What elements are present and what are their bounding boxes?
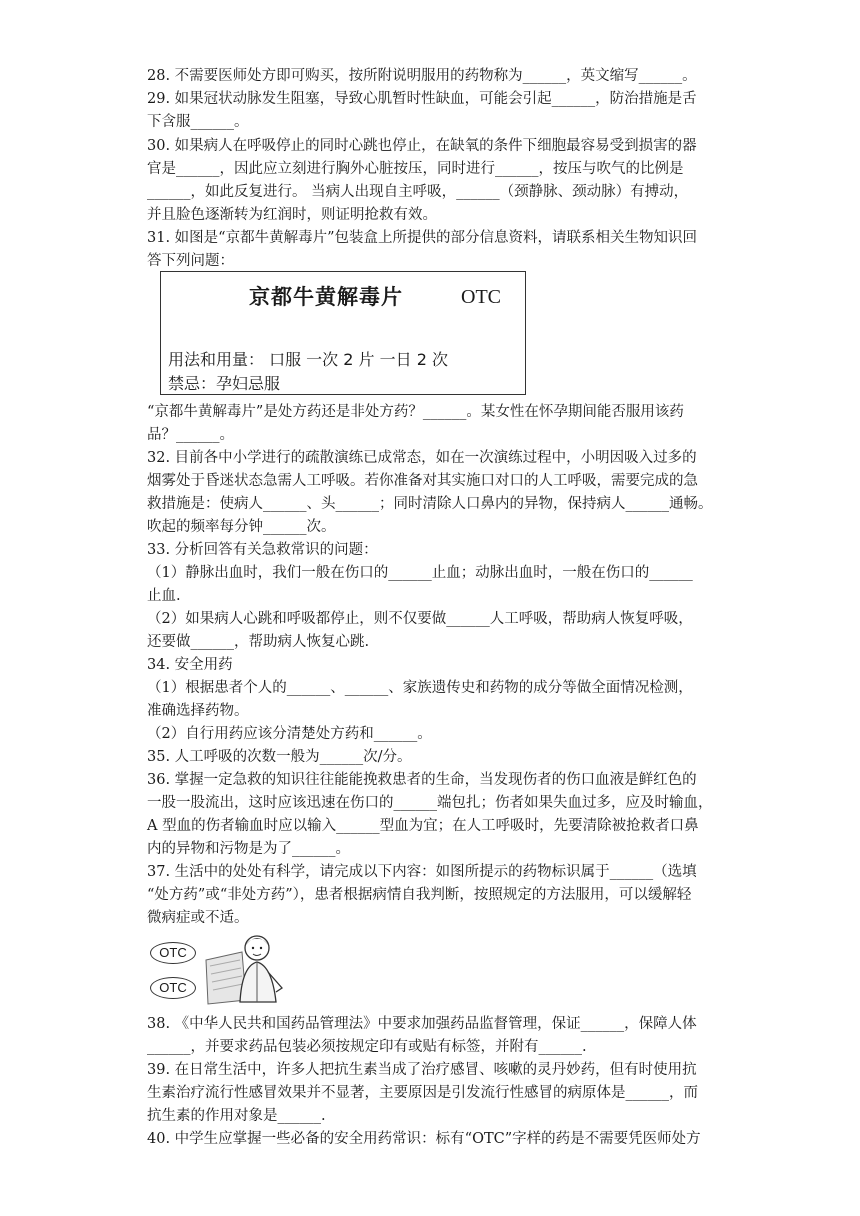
- text-line: 烟雾处于昏迷状态急需人工呼吸。若你准备对其实施口对口的人工呼吸，需要完成的急: [147, 473, 698, 489]
- text-line: 官是______，因此应立刻进行胸外心脏按压，同时进行______，按压与吹气的比例是: [147, 161, 684, 177]
- text-line: A 型血的伤者输血时应以输入______型血为宜；在人工呼吸时，先要清除被抢救者口鼻: [147, 818, 699, 834]
- text-line: （1）根据患者个人的______、______、家族遗传史和药物的成分等做全面情况检测，: [147, 680, 693, 696]
- contraindication: 禁忌：孕妇忌服: [168, 374, 281, 393]
- text-line: 39. 在日常生活中，许多人把抗生素当成了治疗感冒、咳嗽的灵丹妙药，但有时使用抗: [147, 1062, 697, 1078]
- text-line: 38. 《中华人民共和国药品管理法》中要求加强药品监督管理，保证______，保障人体: [147, 1016, 697, 1032]
- text-line: 32. 目前各中小学进行的疏散演练已成常态，如在一次演练过程中，小明因吸入过多的: [147, 450, 697, 466]
- otc-mark: OTC: [461, 286, 501, 308]
- text-line: ______，如此反复进行。 当病人出现自主呼吸，______（颈静脉、颈动脉）有搏动，: [147, 184, 689, 200]
- text-line: （1）静脉出血时，我们一般在伤口的______止血；动脉出血时，一般在伤口的______: [147, 565, 693, 581]
- text-line: “京都牛黄解毒片”是处方药还是非处方药？______。某女性在怀孕期间能否服用该药: [147, 404, 684, 420]
- text-line: 答下列问题：: [147, 253, 234, 269]
- otc-badge: OTC: [150, 942, 196, 964]
- text-line: 品？______。: [147, 427, 234, 443]
- otc-illustration: [150, 930, 285, 1005]
- text-line: 吹起的频率每分钟______次。: [147, 519, 336, 535]
- text-line: “处方药”或“非处方药”），患者根据病情自我判断，按照规定的方法服用，可以缓解轻: [147, 887, 692, 903]
- text-line: 30. 如果病人在呼吸停止的同时心跳也停止，在缺氧的条件下细胞最容易受到损害的器: [147, 138, 697, 154]
- text-line: 止血.: [147, 588, 181, 604]
- text-line: 并且脸色逐渐转为红润时，则证明抢救有效。: [147, 207, 437, 223]
- text-line: 37. 生活中的处处有科学，请完成以下内容：如图所提示的药物标识属于______（选填: [147, 864, 697, 880]
- text-line: 微病症或不适。: [147, 910, 249, 926]
- text-line: 29. 如果冠状动脉发生阻塞，导致心肌暂时性缺血，可能会引起______，防治措施是舌: [147, 91, 697, 107]
- text-line: 33. 分析回答有关急救常识的问题：: [147, 542, 378, 558]
- text-line: 下含服______。: [147, 114, 249, 130]
- text-line: 34. 安全用药: [147, 657, 233, 673]
- text-line: 28. 不需要医师处方即可购买，按所附说明服用的药物称为______，英文缩写______。: [147, 68, 697, 84]
- text-line: 31. 如图是“京都牛黄解毒片”包装盒上所提供的部分信息资料，请联系相关生物知识回: [147, 230, 697, 246]
- pharmacist-icon: [202, 930, 287, 1005]
- text-line: 生素治疗流行性感冒效果并不显著，主要原因是引发流行性感冒的病原体是______，而: [147, 1085, 698, 1101]
- usage-dosage: 用法和用量： 口服 一次 2 片 一日 2 次: [168, 350, 448, 369]
- medicine-name: 京都牛黄解毒片: [249, 285, 403, 309]
- text-line: 内的异物和污物是为了______。: [147, 841, 350, 857]
- text-line: 准确选择药物。: [147, 703, 249, 719]
- text-line: （2）自行用药应该分清楚处方药和______。: [147, 726, 432, 742]
- otc-badge: OTC: [150, 977, 196, 999]
- text-line: 一股一股流出，这时应该迅速在伤口的______端包扎；伤者如果失血过多，应及时输血，: [147, 795, 713, 811]
- text-line: ______，并要求药品包装必须按规定印有或贴有标签，并附有______.: [147, 1039, 587, 1055]
- text-line: 抗生素的作用对象是______.: [147, 1108, 326, 1124]
- text-line: 35. 人工呼吸的次数一般为______次/分。: [147, 749, 412, 765]
- text-line: 还要做______，帮助病人恢复心跳.: [147, 634, 370, 650]
- text-line: 救措施是：使病人______、头______；同时清除人口鼻内的异物，保持病人______通畅。: [147, 496, 713, 512]
- text-line: 40. 中学生应掌握一些必备的安全用药常识：标有“OTC”字样的药是不需要凭医师处方: [147, 1131, 701, 1147]
- medicine-label-figure: [160, 271, 526, 395]
- text-line: 36. 掌握一定急救的知识往往能能挽救患者的生命，当发现伤者的伤口血液是鲜红色的: [147, 772, 697, 788]
- text-line: （2）如果病人心跳和呼吸都停止，则不仅要做______人工呼吸，帮助病人恢复呼吸，: [147, 611, 693, 627]
